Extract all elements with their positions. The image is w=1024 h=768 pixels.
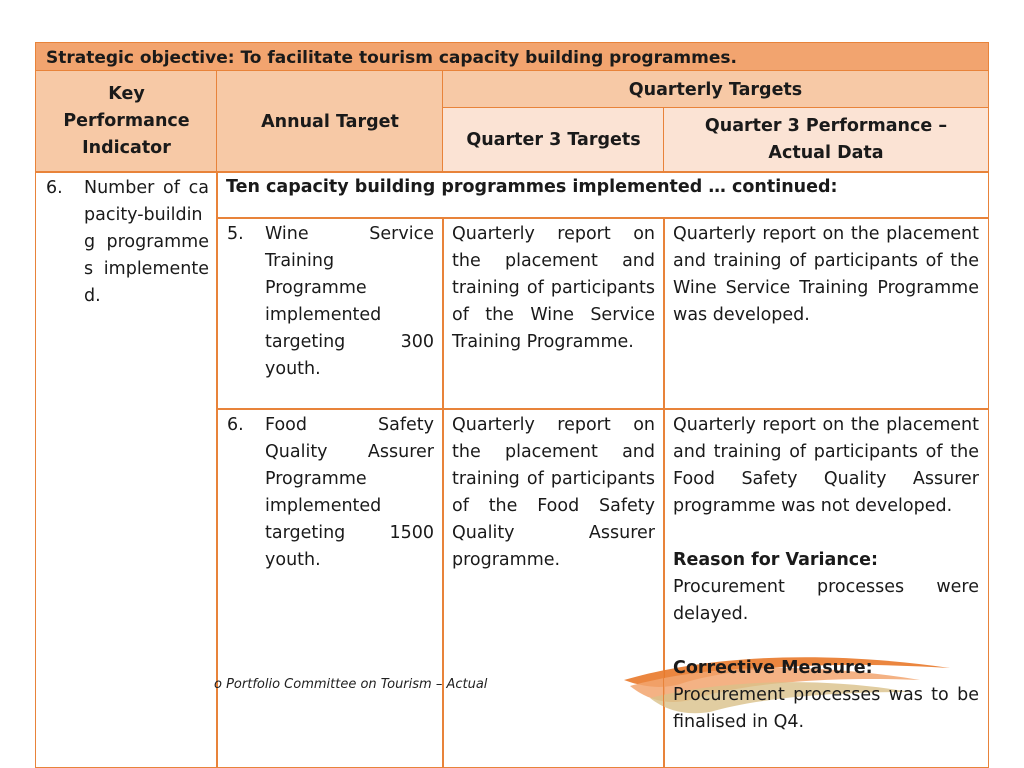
kpi-number: 6. — [46, 178, 63, 198]
row-5-annual-text: Wine Service Training Programme implemented targeting 300 youth. — [265, 224, 434, 379]
quarterly-targets-header: Quarterly Targets — [442, 70, 989, 109]
continued-row: Ten capacity building programmes implemented … continued: — [216, 171, 989, 219]
q3-performance-column-header: Quarter 3 Performance – Actual Data — [663, 107, 989, 173]
annual-target-column-header: Annual Target — [216, 70, 444, 173]
row-6-perf-text: Quarterly report on the placement and training of participants of the Food Safety Quality Assurer programme was not developed. — [673, 415, 979, 516]
footer-text: o Portfolio Committee on Tourism – Actual — [214, 677, 488, 692]
strategic-objective-header: Strategic objective: To facilitate tourism capacity building programmes. — [35, 42, 989, 72]
q3-targets-column-header: Quarter 3 Targets — [442, 107, 665, 173]
row-6-q3-target: Quarterly report on the placement and training of participants of the Food Safety Quality Assurer programme. — [442, 408, 665, 768]
row-6-annual-text: Food Safety Quality Assurer Programme implemented targeting 1500 youth. — [265, 415, 434, 570]
corrective-text: Procurement processes was to be finalised in Q4. — [673, 685, 979, 732]
variance-text: Procurement processes were delayed. — [673, 577, 979, 624]
corrective-label: Corrective Measure: — [673, 658, 873, 678]
kpi-cell — [35, 171, 218, 768]
row-5-q3-performance: Quarterly report on the placement and training of participants of the Wine Service Training Programme was developed. — [663, 217, 989, 410]
variance-label: Reason for Variance: — [673, 550, 879, 570]
kpi-column-header: Key Performance Indicator — [35, 70, 218, 173]
row-6-number: 6. — [227, 415, 244, 435]
row-6-q3-performance — [663, 408, 989, 768]
kpi-text: Number of capacity-building programmes implemented. — [84, 178, 209, 306]
row-6-annual-target — [216, 408, 444, 768]
row-5-q3-target: Quarterly report on the placement and training of participants of the Wine Service Training Programme. — [442, 217, 665, 410]
row-5-number: 5. — [227, 224, 244, 244]
row-5-annual-target — [216, 217, 444, 410]
